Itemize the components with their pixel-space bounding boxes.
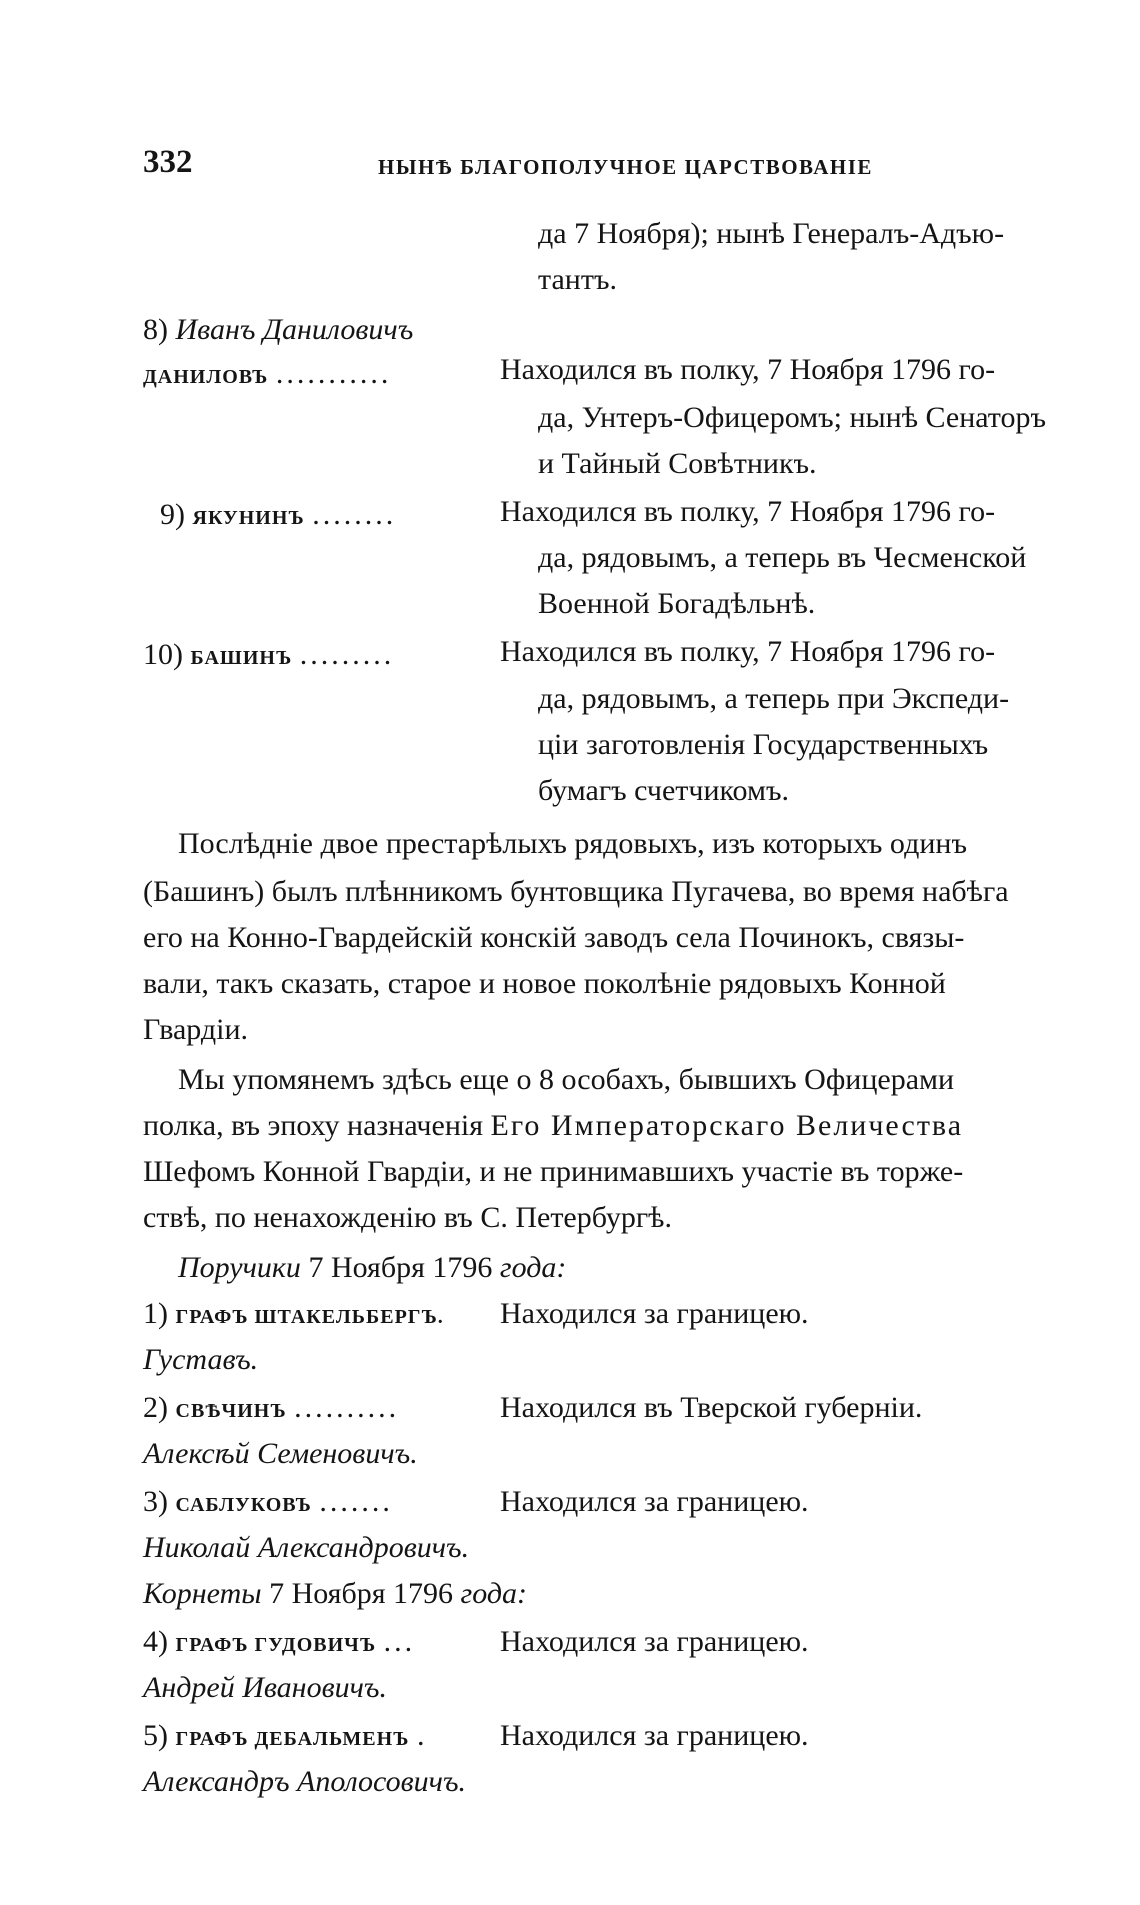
entry-8-name-line <box>143 312 413 348</box>
text-line: да 7 Ноября); нынѣ Генералъ-Адъю- <box>538 217 1005 250</box>
list-item <box>143 1484 393 1523</box>
item-surname: САБЛУКОВЪ <box>175 1494 312 1516</box>
running-title: НЫНѢ БЛАГОПОЛУЧНОЕ ЦАРСТВОВАНІЕ <box>378 155 873 179</box>
paragraph-line: вали, такъ сказать, старое и новое поколѣніе рядовыхъ Конной <box>143 967 946 1000</box>
entry-text-line: бумагъ счетчикомъ. <box>538 774 789 807</box>
imperial-title: Его Императорскаго Величества <box>490 1109 964 1142</box>
entry-given-name: Иванъ Даниловичъ <box>175 313 414 346</box>
heading-text: Корнеты <box>143 1577 270 1610</box>
page-number: 332 <box>143 144 193 180</box>
item-status: Находился за границею. <box>500 1625 809 1658</box>
paragraph-line <box>143 1108 963 1144</box>
item-surname: ГРАФЪ ШТАКЕЛЬБЕРГЪ. <box>175 1306 444 1328</box>
item-number: 3) <box>143 1485 168 1518</box>
item-status: Находился въ Тверской губерніи. <box>500 1391 923 1424</box>
list-item <box>143 1296 444 1335</box>
item-given-name: Алексѣй Семеновичъ. <box>143 1437 418 1470</box>
item-given-name: Александръ Аполосовичъ. <box>143 1765 467 1798</box>
leader-dots: ......... <box>299 638 395 671</box>
leader-dots: .......... <box>294 1391 400 1424</box>
item-status: Находился за границею. <box>500 1485 809 1518</box>
item-number: 1) <box>143 1297 168 1330</box>
item-given-name: Николай Александровичъ. <box>143 1531 470 1564</box>
paragraph-line: Шефомъ Конной Гвардіи, и не принимавшихъ участіе въ торже- <box>143 1155 964 1188</box>
entry-8-surname-line <box>143 356 391 395</box>
entry-number: 9) <box>160 498 185 531</box>
lieutenants-heading <box>178 1250 566 1286</box>
entry-surname: ДАНИЛОВЪ <box>143 366 269 388</box>
entry-text-line: Находился въ полку, 7 Ноября 1796 го- <box>500 495 996 528</box>
leader-dots: ........ <box>312 498 397 531</box>
entry-number: 8) <box>143 313 168 346</box>
entry-9-surname-line <box>160 497 396 536</box>
item-surname: СВѢЧИНЪ <box>175 1400 287 1422</box>
leader-dots: ... <box>383 1625 416 1658</box>
item-number: 5) <box>143 1719 168 1752</box>
entry-number: 10) <box>143 638 183 671</box>
item-given-name: Густавъ. <box>143 1343 259 1376</box>
heading-date: 7 Ноября 1796 <box>269 1577 454 1610</box>
text-line: тантъ. <box>538 263 617 296</box>
paragraph-text: полка, въ эпоху назначенія <box>143 1109 491 1142</box>
paragraph-line: Мы упомянемъ здѣсь еще о 8 особахъ, бывшихъ Офицерами <box>178 1063 955 1096</box>
entry-text-line: Военной Богадѣльнѣ. <box>538 587 816 620</box>
leader-dots: ........... <box>275 357 392 390</box>
list-item <box>143 1624 415 1663</box>
entry-surname: БАШИНЪ <box>190 647 293 669</box>
list-item <box>143 1390 399 1429</box>
entry-text-line: да, рядовымъ, а теперь при Экспеди- <box>538 682 1010 715</box>
entry-text-line: ціи заготовленія Государственныхъ <box>538 728 989 761</box>
heading-date: 7 Ноября 1796 <box>308 1251 493 1284</box>
leader-dots: . <box>416 1719 428 1752</box>
item-number: 2) <box>143 1391 168 1424</box>
item-surname: ГРАФЪ ДЕБАЛЬМЕНЪ <box>175 1728 410 1750</box>
paragraph-line: Гвардіи. <box>143 1013 249 1046</box>
entry-text-line: и Тайный Совѣтникъ. <box>538 447 817 480</box>
entry-text-line: Находился въ полку, 7 Ноября 1796 го- <box>500 635 996 668</box>
heading-text: Поручики <box>178 1251 309 1284</box>
item-given-name: Андрей Ивановичъ. <box>143 1671 387 1704</box>
list-item <box>143 1718 427 1757</box>
cornets-heading <box>143 1576 527 1612</box>
leader-dots: ....... <box>319 1485 393 1518</box>
paragraph-line: Послѣдніе двое престарѣлыхъ рядовыхъ, изъ которыхъ одинъ <box>178 827 967 860</box>
item-status: Находился за границею. <box>500 1719 809 1752</box>
entry-text-line: да, Унтеръ-Офицеромъ; нынѣ Сенаторъ <box>538 401 1047 434</box>
heading-text: года: <box>492 1251 567 1284</box>
item-number: 4) <box>143 1625 168 1658</box>
entry-text-line: Находился въ полку, 7 Ноября 1796 го- <box>500 353 996 386</box>
item-status: Находился за границею. <box>500 1297 809 1330</box>
entry-10-surname-line <box>143 637 394 676</box>
paragraph-line: (Башинъ) былъ плѣнникомъ бунтовщика Пугачева, во время набѣга <box>143 875 1009 908</box>
entry-text-line: да, рядовымъ, а теперь въ Чесменской <box>538 541 1027 574</box>
paragraph-line: его на Конно-Гвардейскій конскій заводъ села Починокъ, связы- <box>143 921 965 954</box>
paragraph-line: ствѣ, по ненахожденію въ С. Петербургѣ. <box>143 1201 672 1234</box>
entry-surname: ЯКУНИНЪ <box>192 507 305 529</box>
heading-text: года: <box>453 1577 528 1610</box>
item-surname: ГРАФЪ ГУДОВИЧЪ <box>175 1634 377 1656</box>
